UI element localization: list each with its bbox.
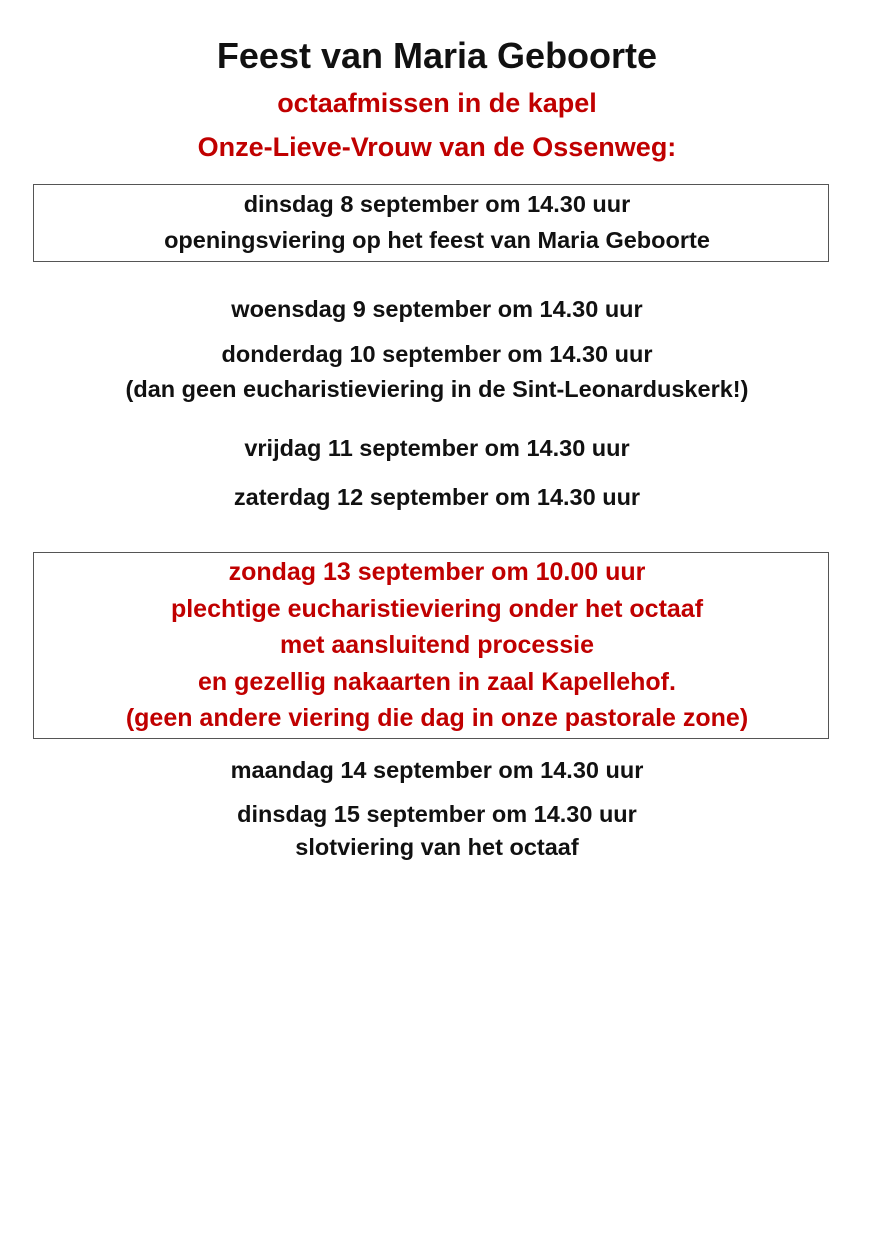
sunday-date: zondag 13 september om 10.00 uur — [228, 558, 646, 586]
opening-date: dinsdag 8 september om 14.30 uur — [243, 191, 631, 217]
sunday-gathering: en gezellig nakaarten in zaal Kapellehof. — [198, 668, 676, 696]
thursday-note: (dan geen eucharistieviering in de Sint-Leonarduskerk!) — [125, 376, 749, 402]
subtitle-line-1: octaafmissen in de kapel — [277, 88, 597, 118]
sunday-description: plechtige eucharistieviering onder het octaaf — [170, 595, 704, 623]
saturday-mass: zaterdag 12 september om 14.30 uur — [233, 484, 641, 510]
thursday-mass: donderdag 10 september om 14.30 uur — [221, 341, 653, 367]
opening-description: openingsviering op het feest van Maria Geboorte — [164, 227, 710, 253]
friday-mass: vrijdag 11 september om 14.30 uur — [244, 435, 630, 461]
tuesday-mass: dinsdag 15 september om 14.30 uur — [237, 801, 637, 827]
closing-note: slotviering van het octaaf — [295, 834, 579, 860]
wednesday-mass: woensdag 9 september om 14.30 uur — [231, 296, 643, 322]
sunday-note: (geen andere viering die dag in onze pastorale zone) — [125, 704, 749, 732]
page-title: Feest van Maria Geboorte — [216, 35, 658, 76]
sunday-procession: met aansluitend processie — [279, 631, 594, 659]
subtitle-line-2: Onze-Lieve-Vrouw van de Ossenweg: — [197, 132, 677, 162]
monday-mass: maandag 14 september om 14.30 uur — [230, 757, 644, 783]
